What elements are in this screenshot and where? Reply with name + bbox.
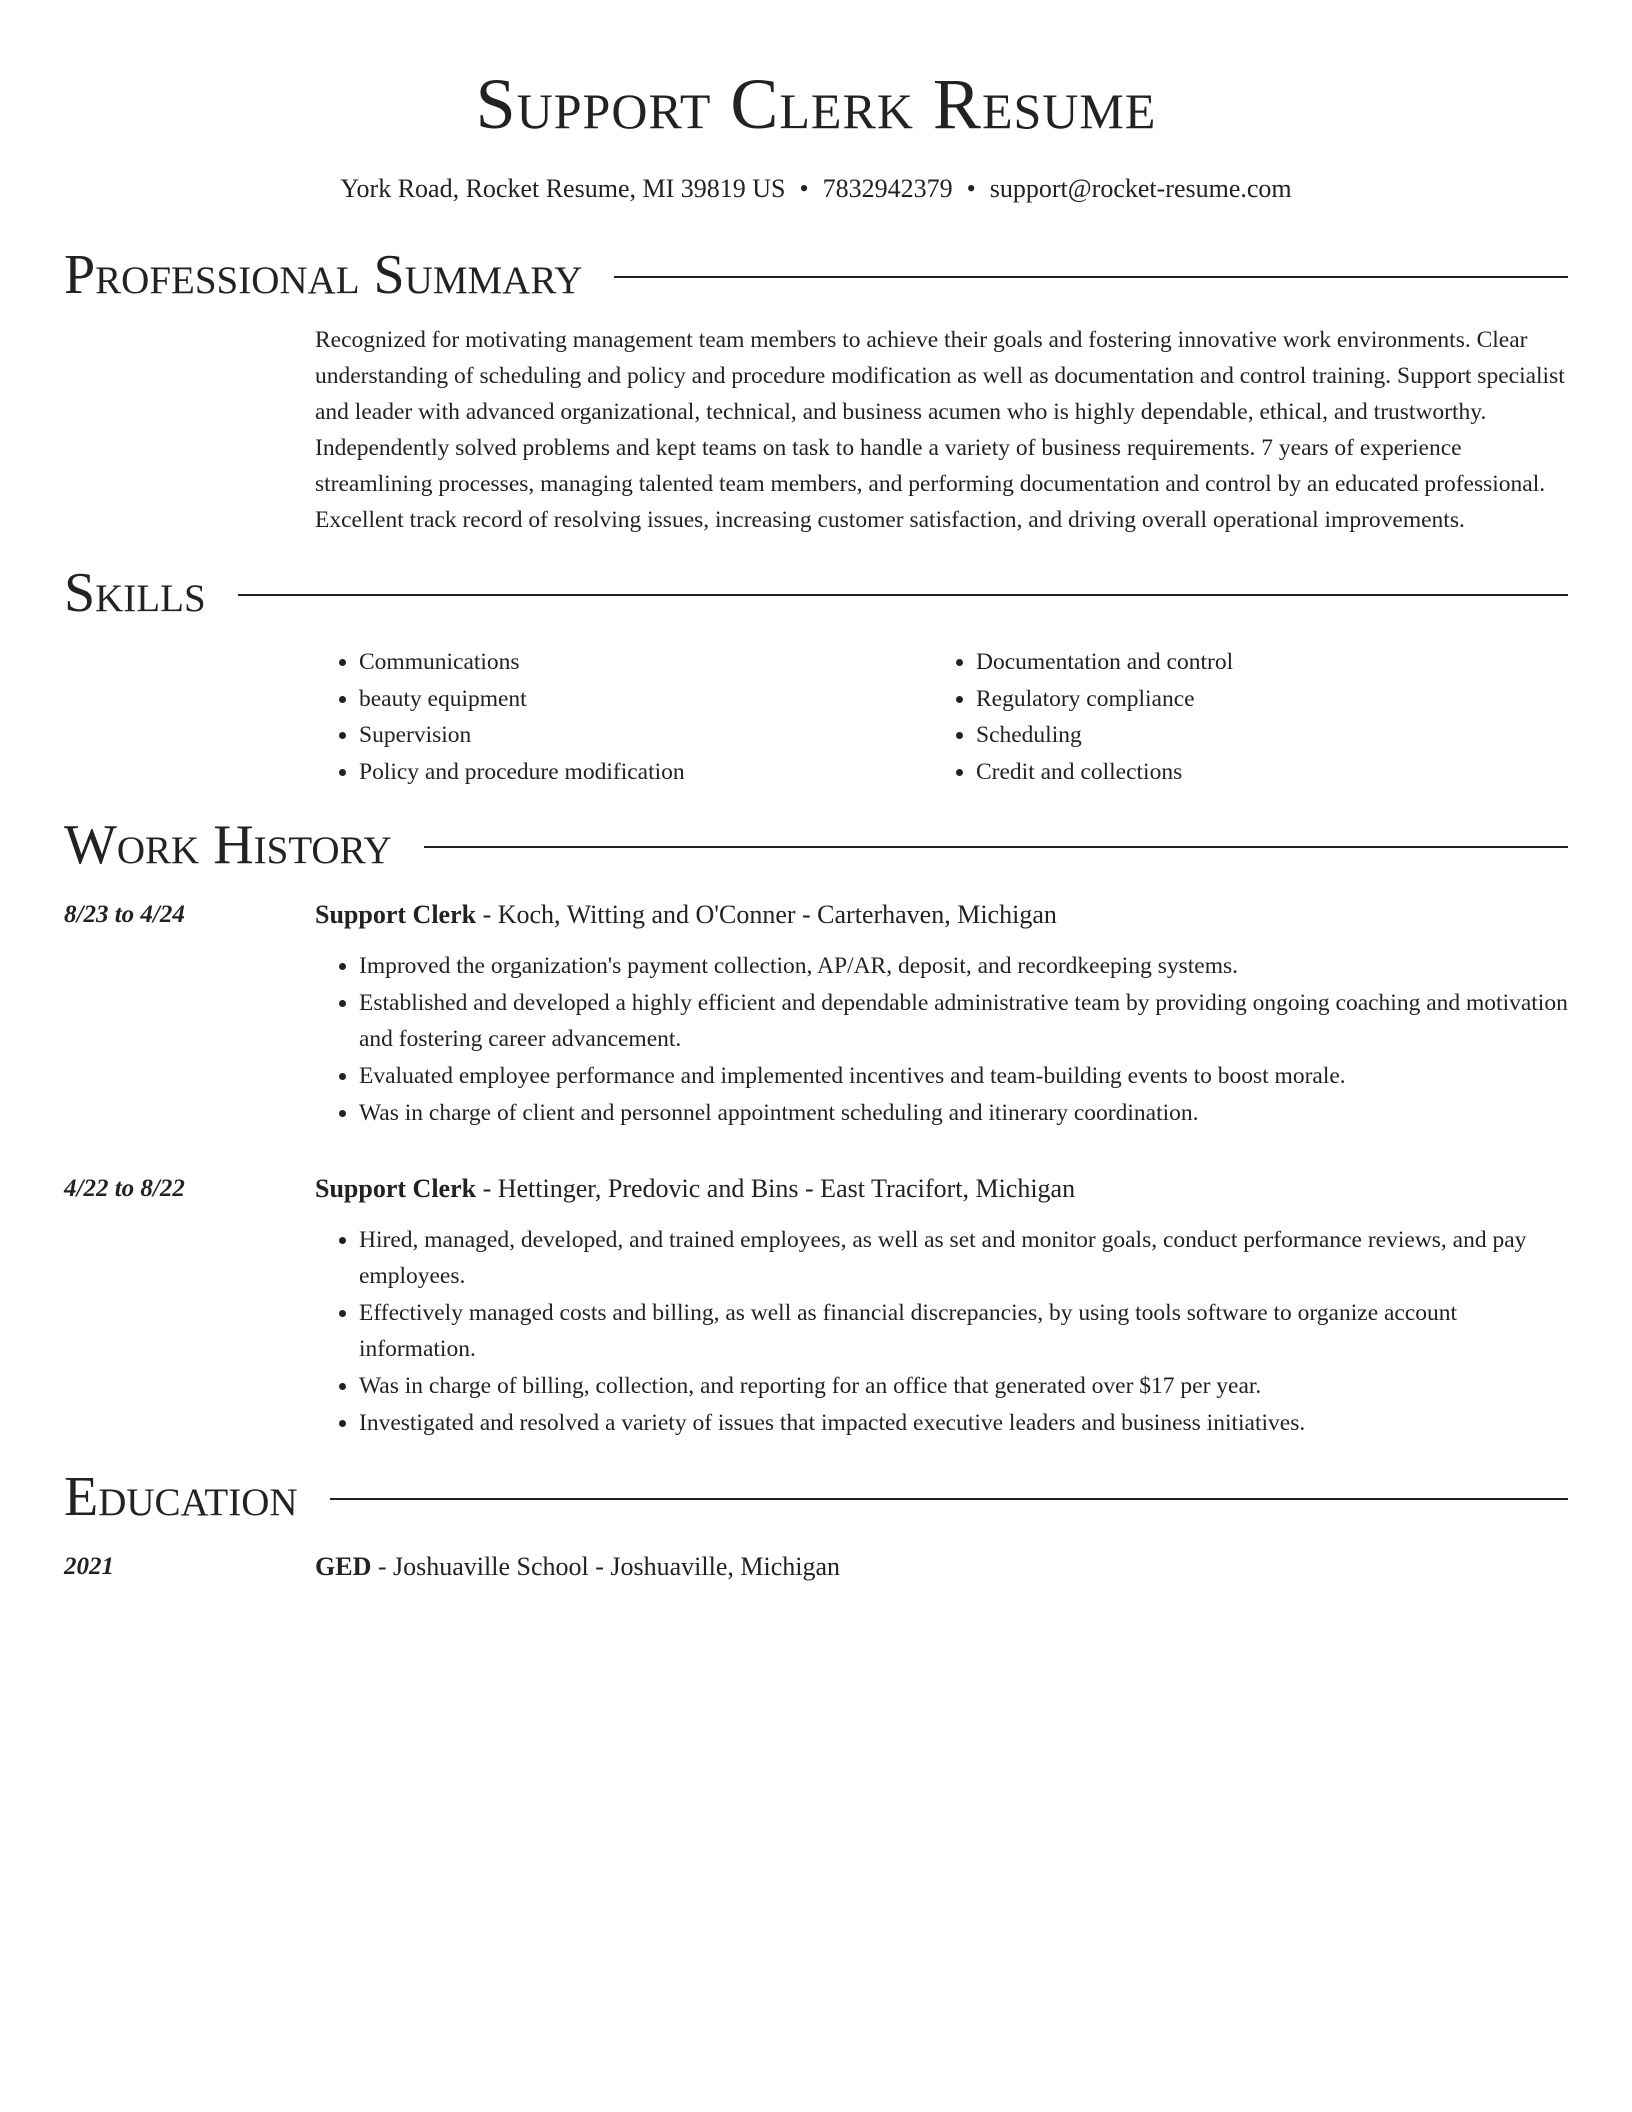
- summary-text: Recognized for motivating management team members to achieve their goals and fostering innovative work environments. Clear understanding of scheduling and policy and procedure modification as well as documentation and control training. Support specialist and leader with advanced organizational, technical, and business acumen who is highly dependable, ethical, and trustworthy. Independently solved problems and kept teams on task to handle a variety of business requirements. 7 years of experience streamlining processes, managing talented team members, and performing documentation and control by an educated professional. Excellent track record of resolving issues, increasing customer satisfaction, and driving overall operational improvements.: [315, 327, 1565, 533]
- skill-item: • Scheduling: [976, 717, 1549, 754]
- job-bullets: [315, 948, 1568, 1131]
- job-bullets: [315, 1222, 1568, 1441]
- job-entry: [64, 896, 1568, 1132]
- section-heading: Skills: [64, 562, 206, 624]
- section-heading: Professional Summary: [64, 244, 583, 306]
- job-bullet: • Effectively managed costs and billing, as well as financial discrepancies, by using tools software to organize account information.: [359, 1295, 1568, 1367]
- section-divider: [614, 276, 1568, 278]
- job-dates: 4/22 to 8/22: [64, 1175, 185, 1202]
- job-role: [315, 1170, 1568, 1208]
- summary-body: [315, 322, 1568, 538]
- contact-line: [64, 172, 1568, 206]
- job-bullet: • Improved the organization's payment collection, AP/AR, deposit, and recordkeeping systems.: [359, 948, 1568, 984]
- page-title: Support Clerk Resume: [475, 64, 1157, 144]
- education-entry: [64, 1548, 1568, 1586]
- contact-separator: •: [799, 174, 809, 203]
- section-heading: Work History: [64, 814, 392, 876]
- section-summary-header: [64, 242, 1568, 308]
- education-school: - Joshuaville School - Joshuaville, Michigan: [371, 1552, 841, 1581]
- contact-separator: •: [966, 174, 976, 203]
- section-work-header: [64, 812, 1568, 878]
- skill-item: • Supervision: [359, 717, 932, 754]
- education-degree-line: [315, 1548, 1568, 1586]
- section-skills-header: [64, 560, 1568, 626]
- skill-item: • Credit and collections: [976, 754, 1549, 791]
- contact-address: York Road, Rocket Resume, MI 39819 US: [340, 174, 786, 203]
- job-role: [315, 896, 1568, 934]
- job-employer: - Hettinger, Predovic and Bins - East Tracifort, Michigan: [476, 1174, 1076, 1203]
- job-title: Support Clerk: [315, 900, 477, 929]
- section-divider: [330, 1498, 1568, 1500]
- job-bullet: • Hired, managed, developed, and trained employees, as well as set and monitor goals, conduct performance reviews, and pay employees.: [359, 1222, 1568, 1294]
- skills-column-left: [315, 644, 932, 790]
- section-heading: Education: [64, 1466, 298, 1528]
- job-entry: [64, 1170, 1568, 1442]
- skill-item: • Regulatory compliance: [976, 681, 1549, 718]
- section-education-header: [64, 1464, 1568, 1530]
- section-divider: [238, 594, 1568, 596]
- skill-item: • Communications: [359, 644, 932, 681]
- education-content: [315, 1548, 1568, 1586]
- contact-phone: 7832942379: [822, 174, 953, 203]
- job-bullet: • Established and developed a highly efficient and dependable administrative team by providing ongoing coaching and motivation and fostering career advancement.: [359, 985, 1568, 1057]
- skill-item: • Policy and procedure modification: [359, 754, 932, 791]
- education-date: 2021: [64, 1553, 114, 1580]
- job-content: [315, 896, 1568, 1132]
- job-bullet: • Was in charge of billing, collection, and reporting for an office that generated over $17 per year.: [359, 1368, 1568, 1404]
- job-bullet: • Investigated and resolved a variety of issues that impacted executive leaders and business initiatives.: [359, 1405, 1568, 1441]
- job-dates: 8/23 to 4/24: [64, 901, 185, 928]
- job-content: [315, 1170, 1568, 1442]
- skill-item: • Documentation and control: [976, 644, 1549, 681]
- section-divider: [424, 846, 1568, 848]
- job-employer: - Koch, Witting and O'Conner - Carterhaven, Michigan: [476, 900, 1057, 929]
- skills-column-right: [932, 644, 1549, 790]
- job-bullet: • Evaluated employee performance and implemented incentives and team-building events to boost morale.: [359, 1058, 1568, 1094]
- job-bullet: • Was in charge of client and personnel appointment scheduling and itinerary coordination.: [359, 1095, 1568, 1131]
- skill-item: • beauty equipment: [359, 681, 932, 718]
- skills-list: [315, 644, 1568, 790]
- contact-email: support@rocket-resume.com: [989, 174, 1292, 203]
- education-degree: GED: [315, 1552, 372, 1581]
- job-title: Support Clerk: [315, 1174, 477, 1203]
